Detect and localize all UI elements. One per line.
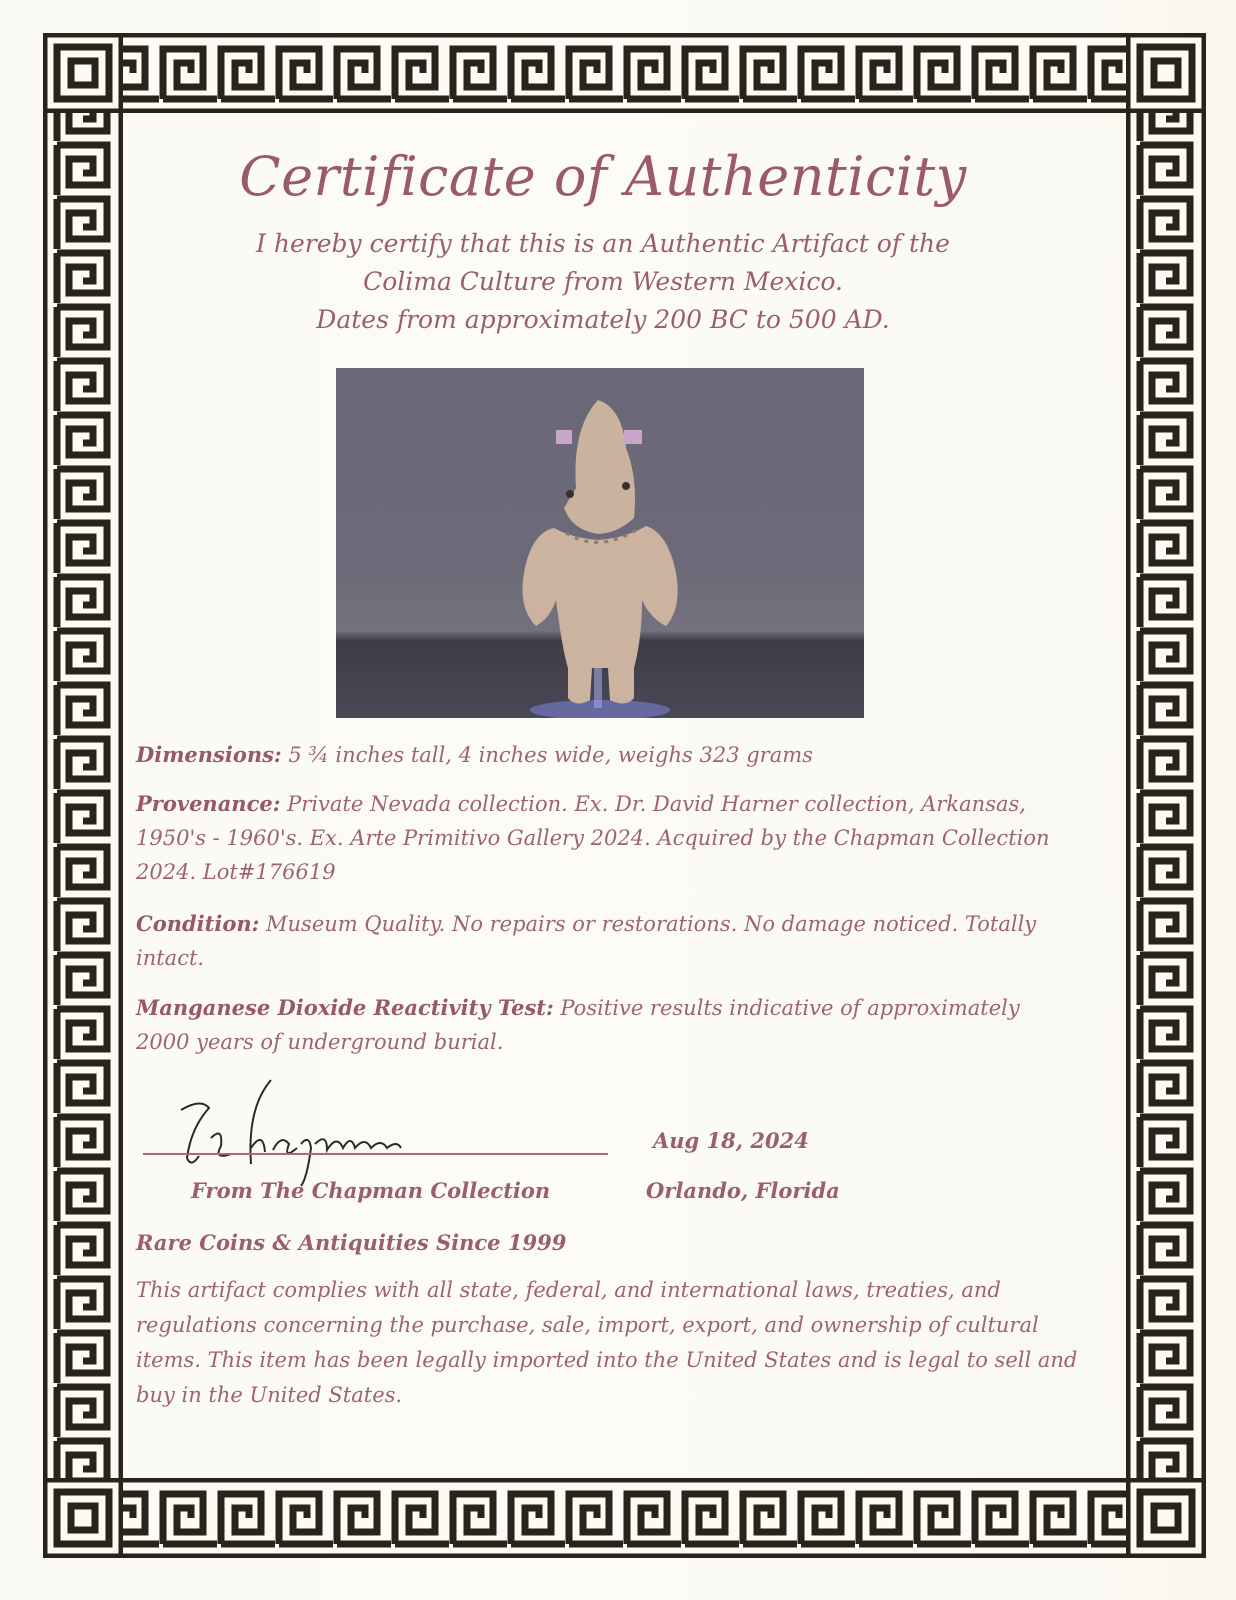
business-tagline: Rare Coins & Antiquities Since 1999 bbox=[136, 1230, 567, 1255]
statement-line: I hereby certify that this is an Authentic Artifact of the bbox=[256, 229, 950, 258]
legal-compliance-text: This artifact complies with all state, federal, and international laws, treaties, and regulations concerning the purchase, sale, import, export, and ownership of cultural items. This item has been legally imported into the United States and is legal to sell and buy in the United States. bbox=[136, 1278, 1078, 1407]
signature-icon bbox=[151, 1068, 451, 1188]
dimensions-line bbox=[136, 738, 1076, 772]
border-right bbox=[1126, 33, 1206, 1558]
certification-statement bbox=[123, 225, 1083, 339]
border-bottom bbox=[43, 1478, 1206, 1558]
manganese-test-paragraph bbox=[136, 991, 1076, 1059]
dimensions-label: Dimensions: bbox=[136, 742, 282, 767]
figure-illustration-icon bbox=[336, 368, 864, 718]
corner-ornament-bottom-right bbox=[1126, 1478, 1206, 1558]
signature-line bbox=[143, 1153, 608, 1155]
manganese-test-value: Positive results indicative of approximately 2000 years of underground burial. bbox=[136, 996, 1020, 1054]
manganese-test-label: Manganese Dioxide Reactivity Test: bbox=[136, 995, 554, 1020]
corner-ornament-top-left bbox=[43, 33, 123, 113]
border-top bbox=[43, 33, 1206, 113]
corner-ornament-top-right bbox=[1126, 33, 1206, 113]
signature-caption: From The Chapman Collection bbox=[191, 1178, 551, 1203]
border-left bbox=[43, 33, 123, 1558]
certificate-location: Orlando, Florida bbox=[646, 1178, 840, 1203]
condition-label: Condition: bbox=[136, 911, 260, 936]
corner-ornament-bottom-left bbox=[43, 1478, 123, 1558]
statement-line: Dates from approximately 200 BC to 500 AD. bbox=[316, 305, 890, 334]
dimensions-value: 5 ¾ inches tall, 4 inches wide, weighs 323 grams bbox=[281, 743, 813, 767]
condition-paragraph bbox=[136, 907, 1076, 975]
artifact-photo bbox=[336, 368, 864, 718]
certificate-body bbox=[123, 113, 1083, 1444]
statement-line: Colima Culture from Western Mexico. bbox=[363, 267, 843, 296]
provenance-paragraph bbox=[136, 787, 1076, 889]
provenance-label: Provenance: bbox=[136, 791, 281, 816]
certificate-title: Certificate of Authenticity bbox=[239, 145, 967, 208]
provenance-value: Private Nevada collection. Ex. Dr. David Harner collection, Arkansas, 1950's - 1960's. Ex. Arte Primitivo Gallery 2024. Acquired by the Chapman Collection 2024. Lot#176619 bbox=[136, 792, 1050, 884]
condition-value: Museum Quality. No repairs or restorations. No damage noticed. Totally intact. bbox=[136, 912, 1037, 970]
certificate-date: Aug 18, 2024 bbox=[653, 1128, 809, 1153]
